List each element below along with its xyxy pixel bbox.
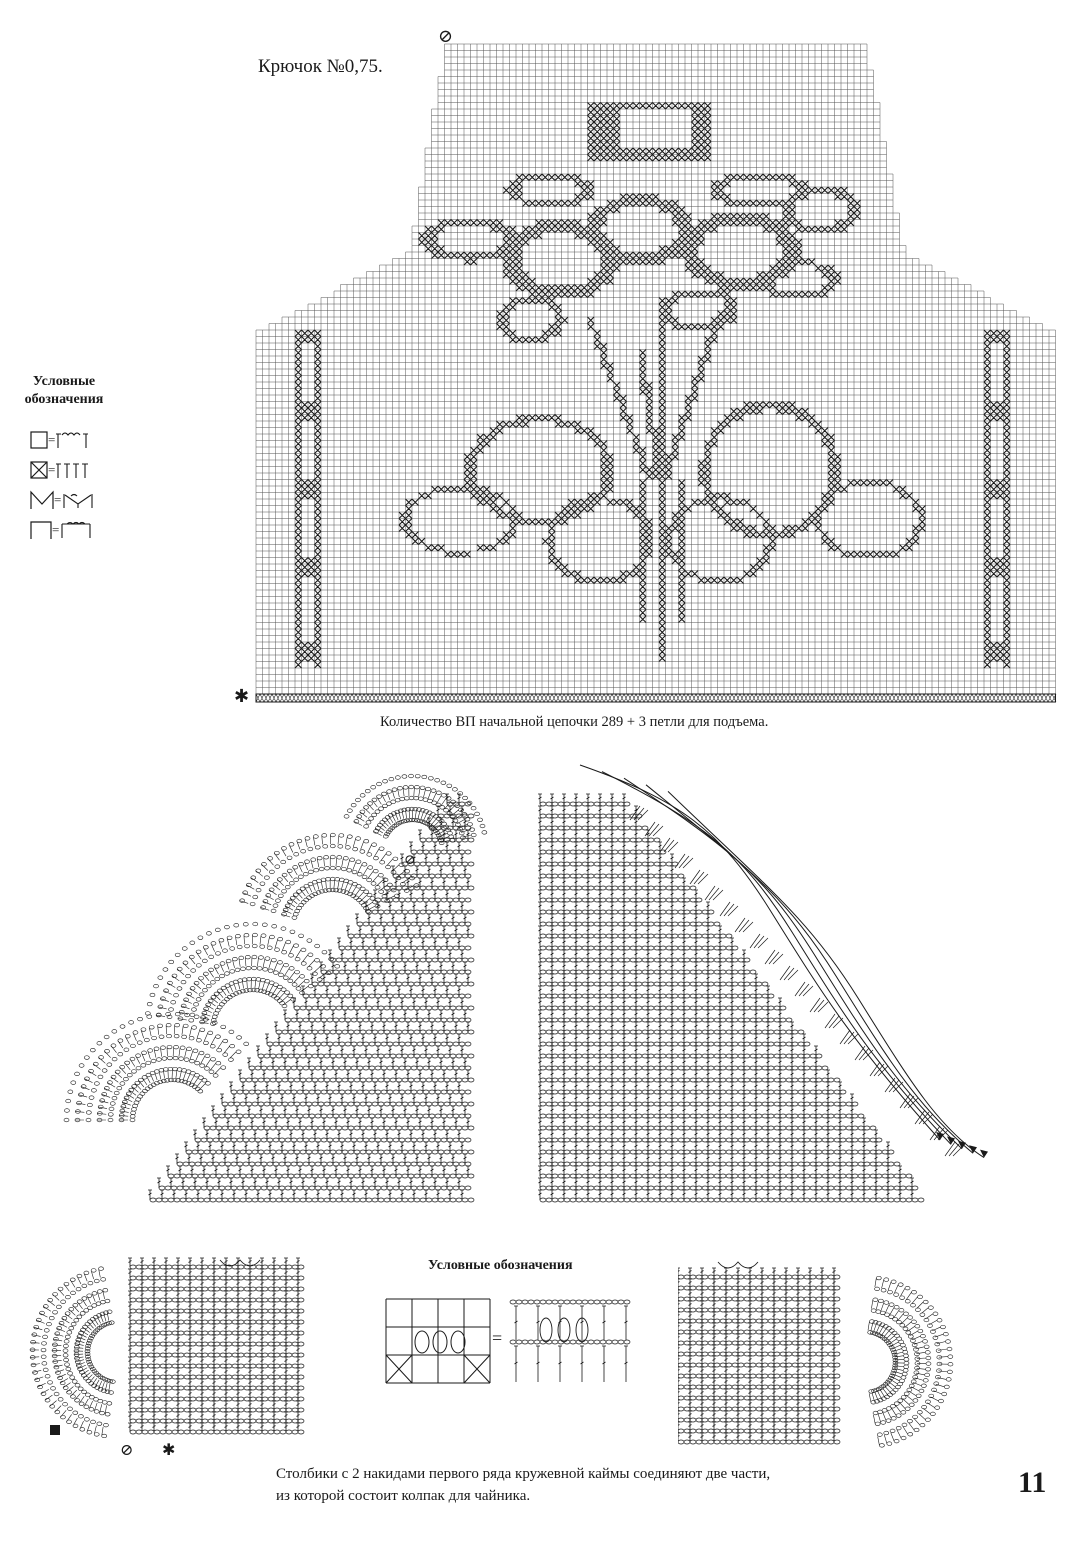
chain-start-marker-icon: ✱ bbox=[234, 686, 250, 706]
chart-base-row bbox=[256, 694, 1056, 702]
round-start-marker-icon: ⊘ bbox=[120, 1442, 134, 1459]
corner-diagram-right bbox=[678, 1242, 978, 1472]
legend-title: Условные обозначения bbox=[24, 374, 104, 407]
svg-text:⊘: ⊘ bbox=[404, 853, 416, 868]
legend2-equals: = bbox=[492, 1328, 503, 1348]
joining-note: Столбики с 2 накидами первого ряда кружевной каймы соединяют две части, из которой состоит колпак для чайника. bbox=[276, 1466, 771, 1504]
filet-crochet-chart bbox=[0, 0, 1084, 720]
legend-equals: = bbox=[54, 492, 62, 507]
hook-size-label: Крючок №0,75. bbox=[258, 56, 383, 77]
legend-equals: = bbox=[52, 522, 60, 537]
chain-count-note: Количество ВП начальной цепочки 289 + 3 петли для подъема. bbox=[380, 714, 769, 730]
legend-equals: = bbox=[48, 432, 56, 447]
row-start-marker-icon: ⊘ bbox=[438, 26, 454, 46]
lace-edging-diagram-left bbox=[0, 740, 540, 1220]
chart-grid bbox=[256, 44, 1056, 694]
page-number: 11 bbox=[1018, 1466, 1047, 1499]
legend-equals: = bbox=[48, 462, 56, 477]
join-marker-icon: ✱ bbox=[162, 1442, 176, 1459]
corner-diagram-left bbox=[20, 1242, 340, 1472]
legend2-grid-symbol bbox=[384, 1297, 494, 1387]
legend2-stitch-symbol bbox=[506, 1290, 636, 1390]
legend2-title: Условные обозначения bbox=[428, 1258, 573, 1273]
filled-square-marker-icon bbox=[50, 1425, 60, 1435]
lace-edging-diagram-right bbox=[520, 740, 1080, 1220]
